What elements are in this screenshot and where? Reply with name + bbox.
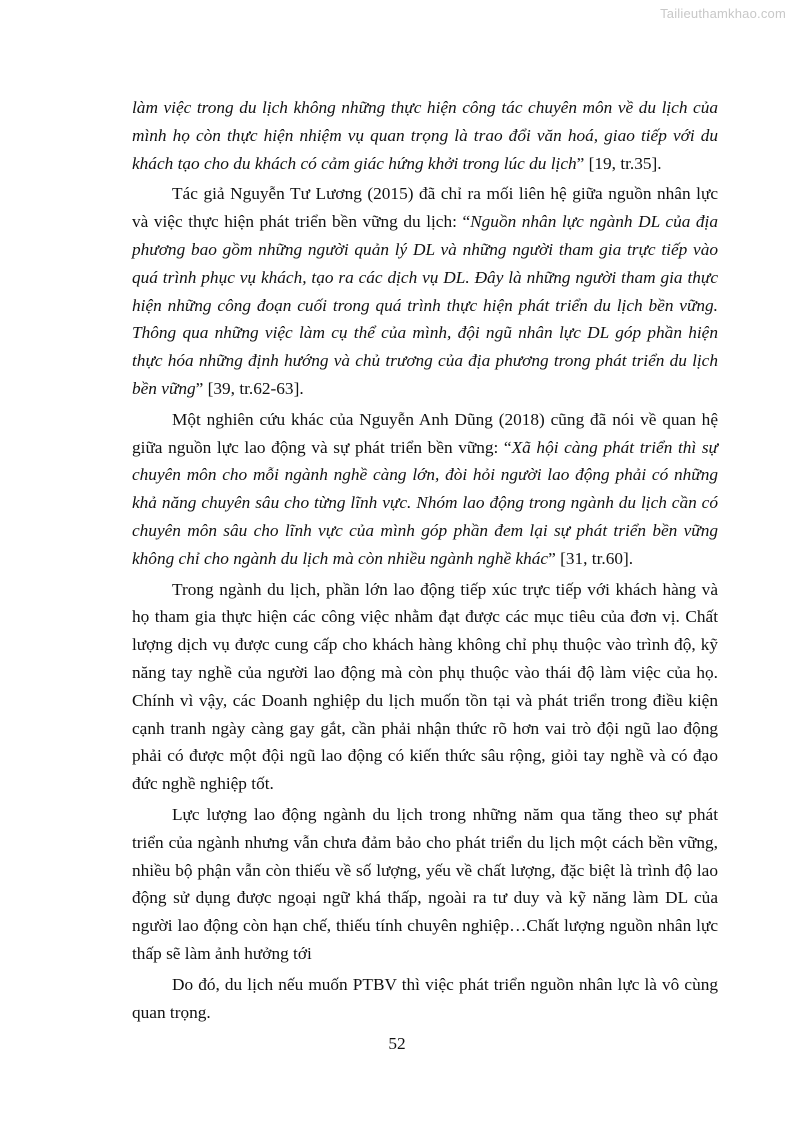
- paragraph-lead: Tác giả Nguyễn Tư Lương (2015) đã chỉ ra mối liên hệ giữa nguồn nhân lực và việc thực hiện phát triển bền vững du lịch: “: [132, 184, 718, 232]
- paragraph: [132, 180, 718, 402]
- paragraph-text: Do đó, du lịch nếu muốn PTBV thì việc phát triển nguồn nhân lực là vô cùng quan trọng.: [132, 974, 718, 1022]
- paragraph: [132, 971, 718, 1027]
- paragraph-text: Trong ngành du lịch, phần lớn lao động tiếp xúc trực tiếp với khách hàng và họ tham gia thực hiện các công việc nhằm đạt được các mục tiêu của đơn vị. Chất lượng dịch vụ được cung cấp cho khách hàng không chỉ phụ thuộc vào trình độ, kỹ năng tay nghề của người lao động mà còn phụ thuộc vào thái độ làm việc của họ. Chính vì vậy, các Doanh nghiệp du lịch muốn tồn tại và phát triển trong điều kiện cạnh tranh ngày càng gay gắt, cần phải nhận thức rõ hơn vai trò đội ngũ lao động phải có được một đội ngũ lao động có kiến thức sâu rộng, giỏi tay nghề và có đạo đức nghề nghiệp tốt.: [132, 579, 718, 794]
- document-body: [132, 94, 718, 1026]
- paragraph: [132, 576, 718, 798]
- watermark: Tailieuthamkhao.com: [660, 6, 786, 21]
- paragraph-text: Lực lượng lao động ngành du lịch trong những năm qua tăng theo sự phát triển của ngành nhưng vẫn chưa đảm bảo cho phát triển du lịch một cách bền vững, nhiều bộ phận vẫn còn thiếu về số lượng, yếu về chất lượng, đặc biệt là trình độ lao động sử dụng được ngoại ngữ khá thấp, ngoài ra tư duy và kỹ năng làm DL của người lao động còn hạn chế, thiếu tính chuyên nghiệp…Chất lượng nguồn nhân lực thấp sẽ làm ảnh hưởng tới: [132, 804, 718, 963]
- paragraph: [132, 801, 718, 968]
- citation: ” [31, tr.60].: [548, 548, 634, 568]
- quote-text: làm việc trong du lịch không những thực hiện công tác chuyên môn về du lịch của mình họ còn thực hiện nhiệm vụ quan trọng là trao đổi văn hoá, giao tiếp với du khách tạo cho du khách có cảm giác hứng khởi trong lúc du lịch: [132, 98, 718, 173]
- citation: ” [39, tr.62-63].: [195, 378, 304, 398]
- citation: ” [19, tr.35].: [576, 153, 662, 173]
- paragraph-lead: Một nghiên cứu khác của Nguyễn Anh Dũng (2018) cũng đã nói về quan hệ giữa nguồn lực lao động và sự phát triển bền vững: “: [132, 409, 718, 457]
- paragraph: [132, 406, 718, 573]
- quote-text: Xã hội càng phát triển thì sự chuyên môn cho mỗi ngành nghề càng lớn, đòi hỏi người lao động phải có những khả năng chuyên sâu cho từng lĩnh vực. Nhóm lao động trong ngành du lịch cần có chuyên môn sâu cho lĩnh vực của mình góp phần đem lại sự phát triển bền vững không chỉ cho ngành du lịch mà còn nhiều ngành nghề khác: [132, 437, 718, 568]
- page-number: 52: [388, 1034, 406, 1053]
- quote-text: Nguồn nhân lực ngành DL của địa phương bao gồm những người quản lý DL và những người tham gia trực tiếp vào quá trình phục vụ khách, tạo ra các dịch vụ DL. Đây là những người tham gia thực hiện những công đoạn cuối trong quá trình thực hiện phát triển du lịch bền vững. Thông qua những việc làm cụ thể của mình, đội ngũ nhân lực DL góp phần hiện thực hóa những định hướng và chủ trương của địa phương trong phát triển du lịch bền vững: [132, 212, 718, 398]
- paragraph-continuation: [132, 94, 718, 177]
